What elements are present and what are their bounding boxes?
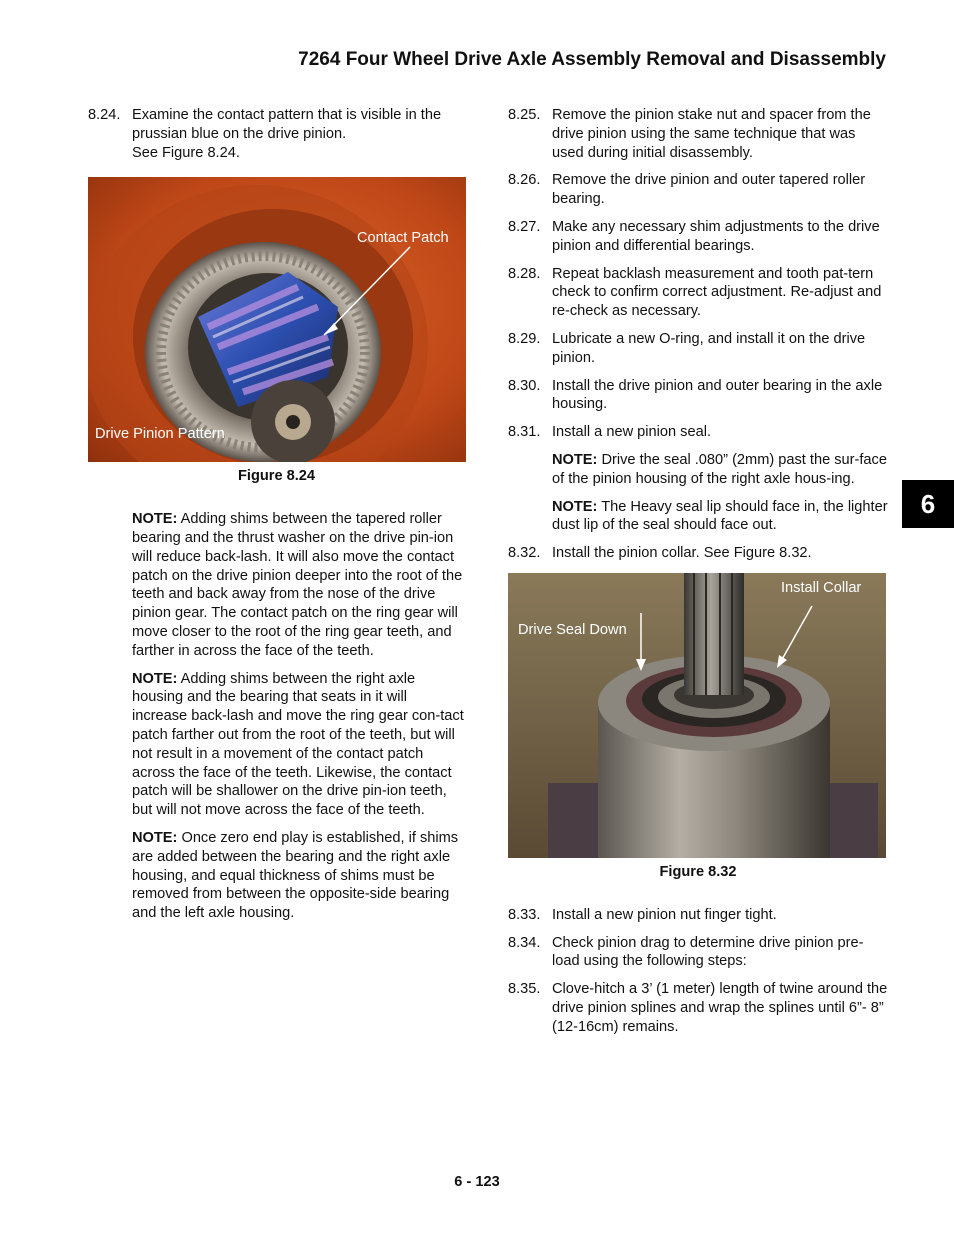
step-text: Examine the contact pattern that is visible in the prussian blue on the drive pinion. [132,107,442,142]
step-item: 8.30. Install the drive pinion and outer bearing in the axle housing. [508,377,883,413]
step-item: 8.34. Check pinion drag to determine drive pinion pre-load using the following steps: [508,934,864,970]
note-3: NOTE: Once zero end play is established, if shims are added between the bearing and the right axle housing, and equal thickness of shims must be removed from between the opposite-side bearing and the left axle housing. [132,829,459,922]
chapter-tab: 6 [902,480,954,528]
right-column [508,106,888,1046]
figure-8-32 [508,573,888,882]
step-item: 8.26. Remove the drive pinion and outer tapered roller bearing. [508,172,866,208]
note-1: NOTE: Adding shims between the tapered roller bearing and the thrust washer on the drive pin-ion will reduce back-lash. It will also move the contact patch on the drive pinion deeper into the root of the teeth and back away from the nose of the drive pinion gear. The contact patch on the ring gear will move closer to the root of the ring gear teeth, and farther in across the face of the teeth. [132,511,463,659]
step-item: 8.29. Lubricate a new O-ring, and install it on the drive pinion. [508,330,866,366]
callout-drive-seal-down: Drive Seal Down [518,621,627,638]
page-title: 7264 Four Wheel Drive Axle Assembly Removal and Disassembly [298,49,886,70]
callout-install-collar: Install Collar [781,579,862,596]
step-8-32: 8.32. Install the pinion collar. See Figure 8.32. [508,545,812,562]
figure-reference: See Figure 8.24. [132,144,240,161]
step-number: 8.24. [88,107,121,123]
step-item: 8.28. Repeat backlash measurement and tooth pat-tern check to confirm correct adjustment. Re-adjust and re-check as necessary. [508,265,882,320]
step-item: 8.25. Remove the pinion stake nut and spacer from the drive pinion using the same technique that was used during initial disassembly. [508,107,871,161]
step-item: 8.27. Make any necessary shim adjustments to the drive pinion and differential bearings. [508,218,880,254]
note-2: NOTE: Adding shims between the right axle housing and the bearing that seats in it will increase back-lash and move the ring gear con-tact patch farther out from the root of the teeth, but will not result in a movement of the contact patch across the face of the teeth. Likewise, the contact patch will be shallower on the drive pin-ion teeth, but will not move across the face of the teeth. [132,670,464,819]
step-item: 8.35. Clove-hitch a 3’ (1 meter) length of twine around the drive pinion splines and wrap the splines until 6”- 8” (12-16cm) remains. [508,981,888,1035]
callout-drive-pinion-pattern: Drive Pinion Pattern [95,426,225,443]
drive-pinion-photo [88,177,466,462]
drive-pinion-illustration [88,177,466,462]
note-seal-lip: NOTE: The Heavy seal lip should face in, the lighter dust lip of the seal should face out. [552,498,888,534]
figure-8-24 [88,177,465,486]
page-number: 6 - 123 [454,1174,500,1190]
left-column [88,106,465,932]
figure-caption: Figure 8.32 [659,863,737,880]
step-item: 8.33. Install a new pinion nut finger tight. [508,906,777,923]
callout-contact-patch: Contact Patch [357,230,449,247]
step-8-24 [88,106,465,162]
pinion-collar-photo [508,573,886,858]
figure-caption: Figure 8.24 [237,468,316,485]
step-item: 8.31. Install a new pinion seal. [508,424,712,441]
pinion-collar-illustration [508,573,886,858]
note-seal-depth: NOTE: Drive the seal .080” (2mm) past the sur-face of the pinion housing of the right axle hous-ing. [552,451,887,487]
